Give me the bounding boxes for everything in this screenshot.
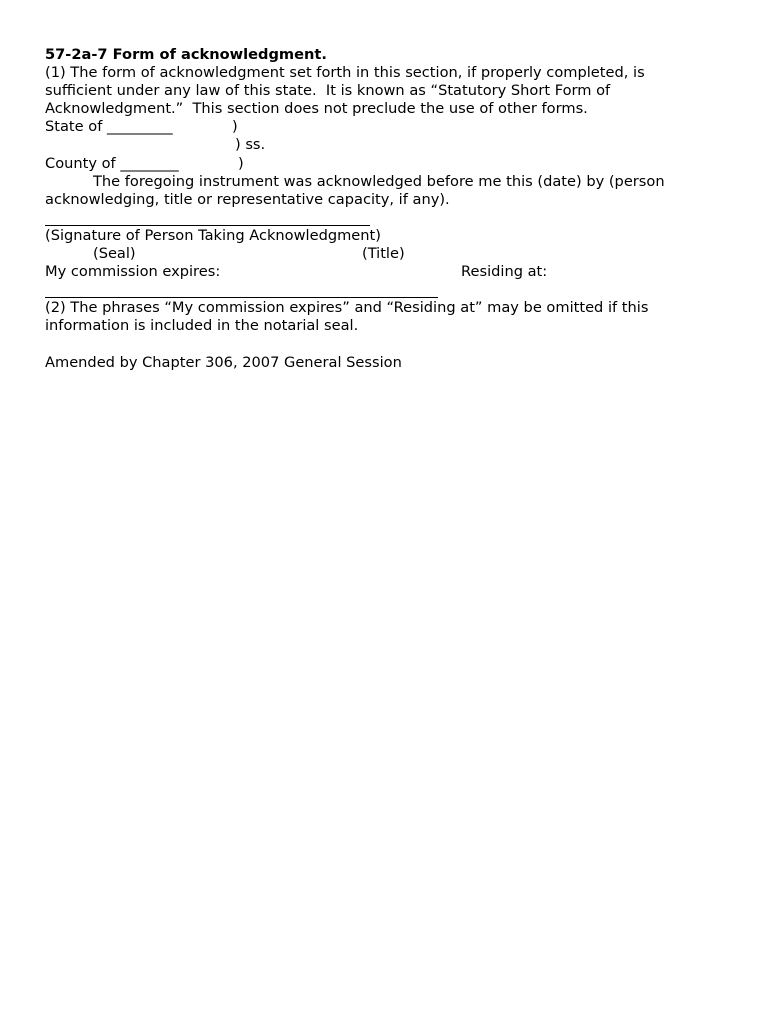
signature-rule [45,225,370,226]
county-blank: County of ________ [45,154,179,172]
state-line [45,118,735,136]
para2-line1: (2) The phrases “My commission expires” and “Residing at” may be omitted if this [45,299,649,317]
para1-line2: sufficient under any law of this state. It is known as “Statutory Short Form of [45,82,611,100]
residing-label: Residing at: [461,263,548,281]
county-line [45,155,735,173]
ss-line [45,136,735,154]
commission-rule [45,297,438,298]
state-blank: State of _________ [45,118,173,136]
para1-line1: (1) The form of acknowledgment set forth in this section, if properly completed, is [45,64,645,82]
signature-rule-line [45,209,735,227]
instrument-line2: acknowledging, title or representative capacity, if any). [45,190,450,208]
commission-rule-line [45,281,735,299]
seal-title-line [45,245,735,263]
ss-label: ) ss. [235,136,266,154]
spacer [45,336,735,354]
title-label: (Title) [362,245,405,263]
history-note: Amended by Chapter 306, 2007 General Session [45,353,402,371]
para1-line3: Acknowledgment.” This section does not preclude the use of other forms. [45,100,588,118]
commission-label: My commission expires: [45,263,221,281]
state-paren: ) [232,118,238,136]
county-paren: ) [238,154,244,172]
section-heading: 57-2a-7 Form of acknowledgment. [45,46,327,63]
instrument-line1: The foregoing instrument was acknowledged before me this (date) by (person [93,172,665,190]
seal-label: (Seal) [93,245,136,263]
para2-line2: information is included in the notarial seal. [45,317,359,335]
statute-text [45,46,735,372]
signature-label: (Signature of Person Taking Acknowledgment) [45,226,381,244]
commission-line [45,263,735,281]
